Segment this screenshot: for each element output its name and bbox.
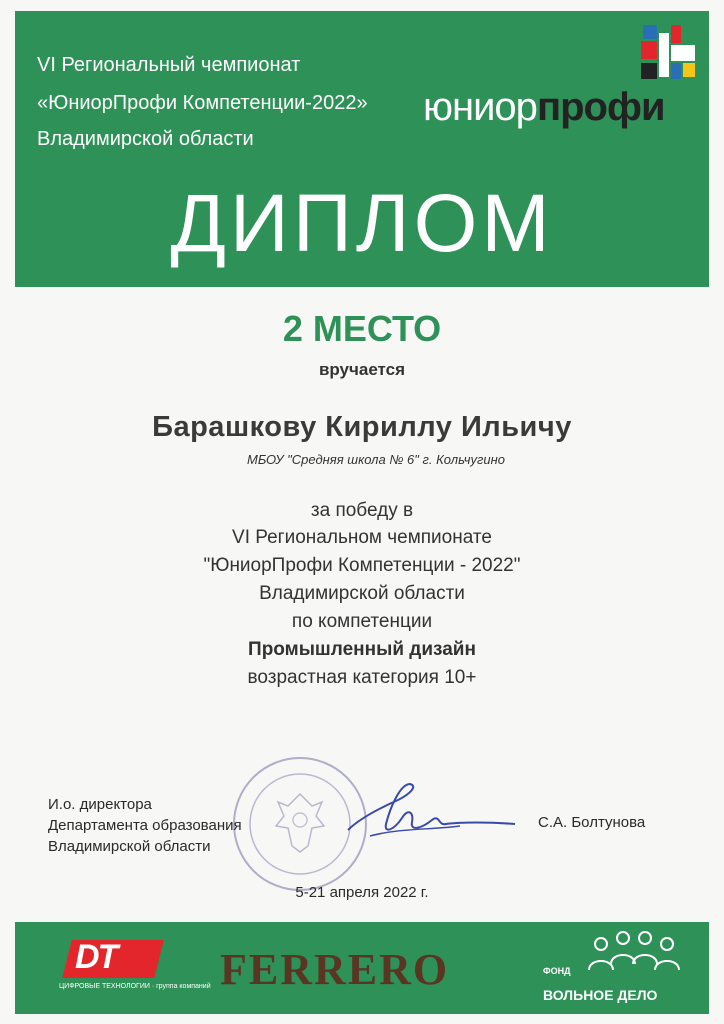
age-category: возрастная категория 10+ [247, 667, 477, 688]
competence-name: Промышленный дизайн [248, 639, 476, 660]
volnoe-delo-logo: ФОНД ВОЛЬНОЕ ДЕЛО [543, 930, 693, 1010]
body-line-3: "ЮниорПрофи Компетенции - 2022" [203, 555, 521, 576]
signer-title: И.о. директора Департамента образования Владимирской области [48, 796, 242, 855]
championship-line-2: «ЮниорПрофи Компетенции-2022» [37, 92, 368, 114]
ferrero-logo: FERRERO [220, 945, 450, 994]
people-icon [581, 930, 691, 974]
place-heading: 2 МЕСТО [282, 308, 442, 349]
juniorprofi-logo-icon [639, 23, 697, 81]
school-name: МБОУ "Средняя школа № 6" г. Кольчугино [246, 452, 506, 467]
championship-line-3: Владимирской области [37, 128, 254, 150]
juniorprofi-logo-text: юниорпрофи [423, 85, 665, 129]
date-range: 5-21 апреля 2022 г. [295, 884, 429, 901]
recipient-name: Барашкову Кириллу Ильичу [152, 411, 572, 443]
signer-name: С.А. Болтунова [538, 814, 646, 831]
header-banner [15, 11, 709, 287]
dt-logo: DT ЦИФРОВЫЕ ТЕХНОЛОГИИ · группа компаний [59, 938, 211, 990]
body-line-2: VI Региональном чемпионате [232, 527, 492, 548]
body-line-1: за победу в [310, 500, 414, 521]
body-line-4: Владимирской области [259, 583, 465, 604]
sponsors-footer [15, 922, 709, 1014]
handwritten-signature [340, 778, 520, 848]
awarded-label: вручается [318, 360, 406, 379]
body-line-5: по компетенции [291, 611, 433, 632]
diploma-title: ДИПЛОМ [170, 178, 554, 269]
championship-line-1: VI Региональный чемпионат [37, 54, 301, 76]
